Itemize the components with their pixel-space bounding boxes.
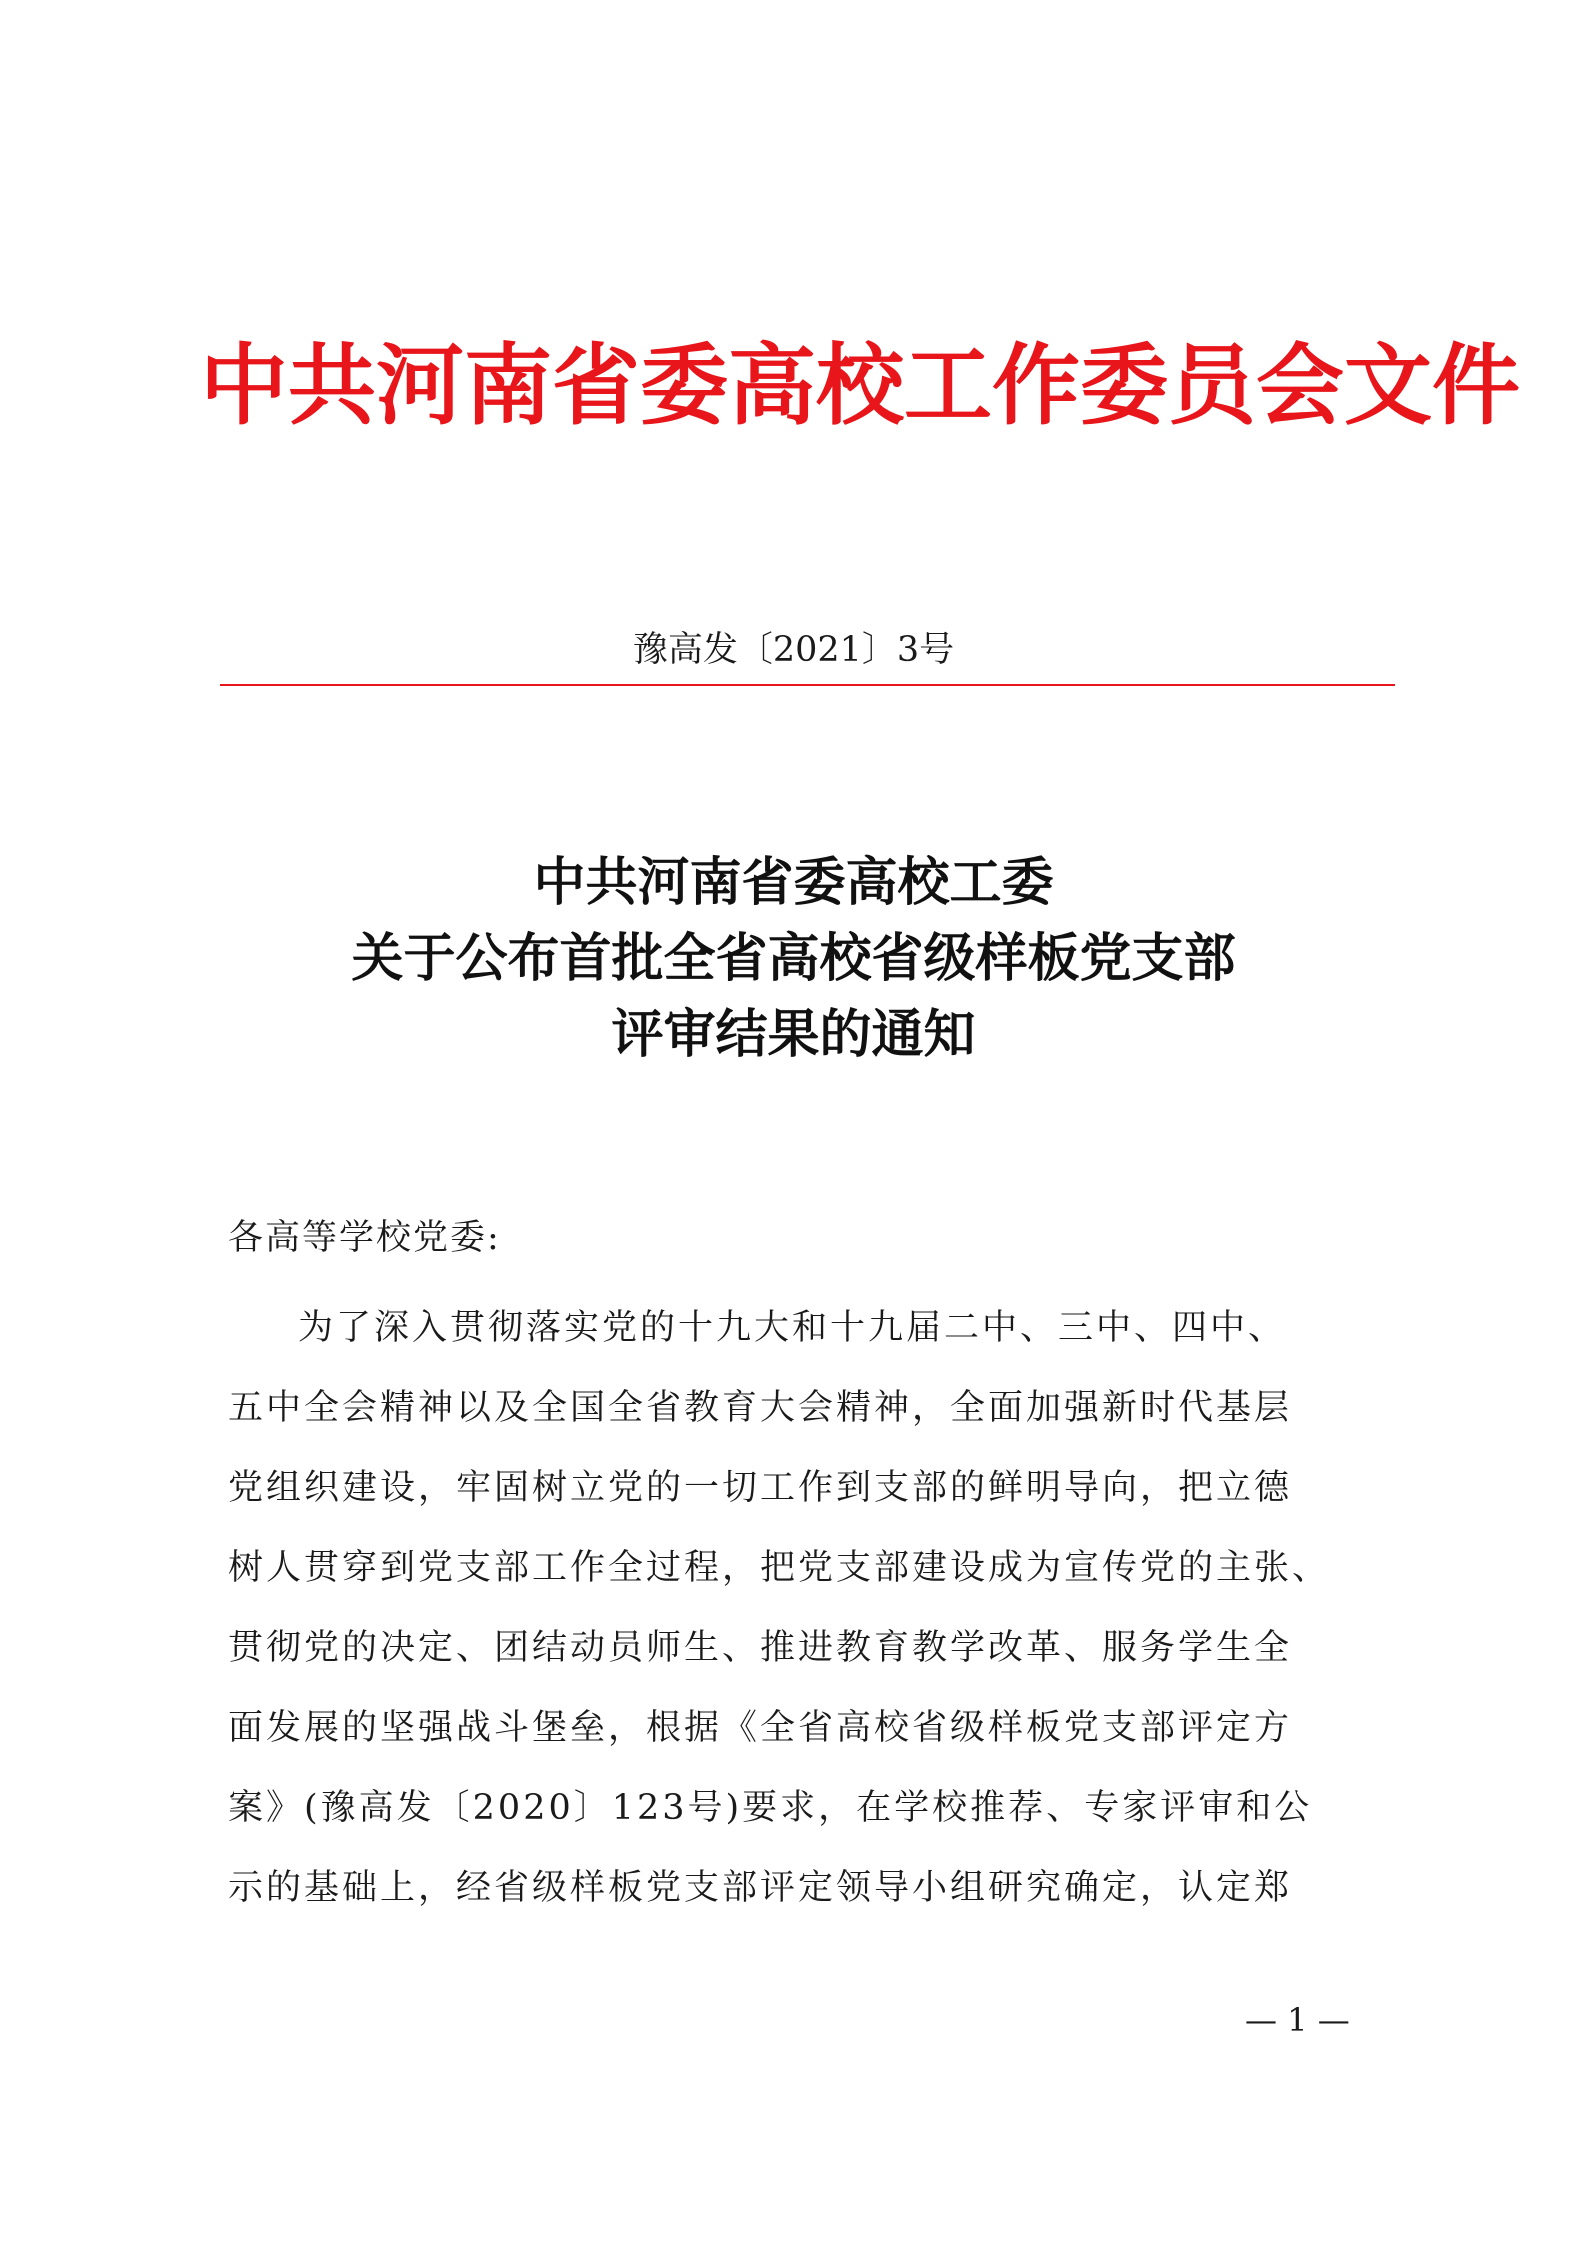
body-paragraph xyxy=(228,1288,1378,1928)
body-line: 示的基础上，经省级样板党支部评定领导小组研究确定，认定郑 xyxy=(228,1868,1293,1908)
document-title xyxy=(220,845,1367,1073)
body-line: 贯彻党的决定、团结动员师生、推进教育教学改革、服务学生全 xyxy=(228,1628,1293,1668)
document-header-title: 中共河南省委高校工作委员会文件 xyxy=(200,333,1521,437)
body-line: 为了深入贯彻落实党的十九大和十九届二中、三中、四中、 xyxy=(298,1308,1287,1348)
red-divider-line xyxy=(220,684,1395,686)
body-line: 面发展的坚强战斗堡垒，根据《全省高校省级样板党支部评定方 xyxy=(228,1708,1293,1748)
salutation: 各高等学校党委: xyxy=(228,1218,501,1258)
document-title-line-3: 评审结果的通知 xyxy=(611,1004,976,1065)
body-line: 五中全会精神以及全国全省教育大会精神，全面加强新时代基层 xyxy=(228,1388,1293,1428)
page-number: — 1 — xyxy=(1245,2001,1350,2039)
document-title-line-1: 中共河南省委高校工委 xyxy=(533,852,1054,913)
document-number: 豫高发〔2021〕3号 xyxy=(632,630,955,670)
body-line: 案》(豫高发〔2020〕123号)要求，在学校推荐、专家评审和公 xyxy=(228,1788,1313,1828)
body-line: 党组织建设，牢固树立党的一切工作到支部的鲜明导向，把立德 xyxy=(228,1468,1293,1508)
document-title-line-2: 关于公布首批全省高校省级样板党支部 xyxy=(351,928,1236,989)
body-line: 树人贯穿到党支部工作全过程，把党支部建设成为宣传党的主张、 xyxy=(228,1548,1331,1588)
